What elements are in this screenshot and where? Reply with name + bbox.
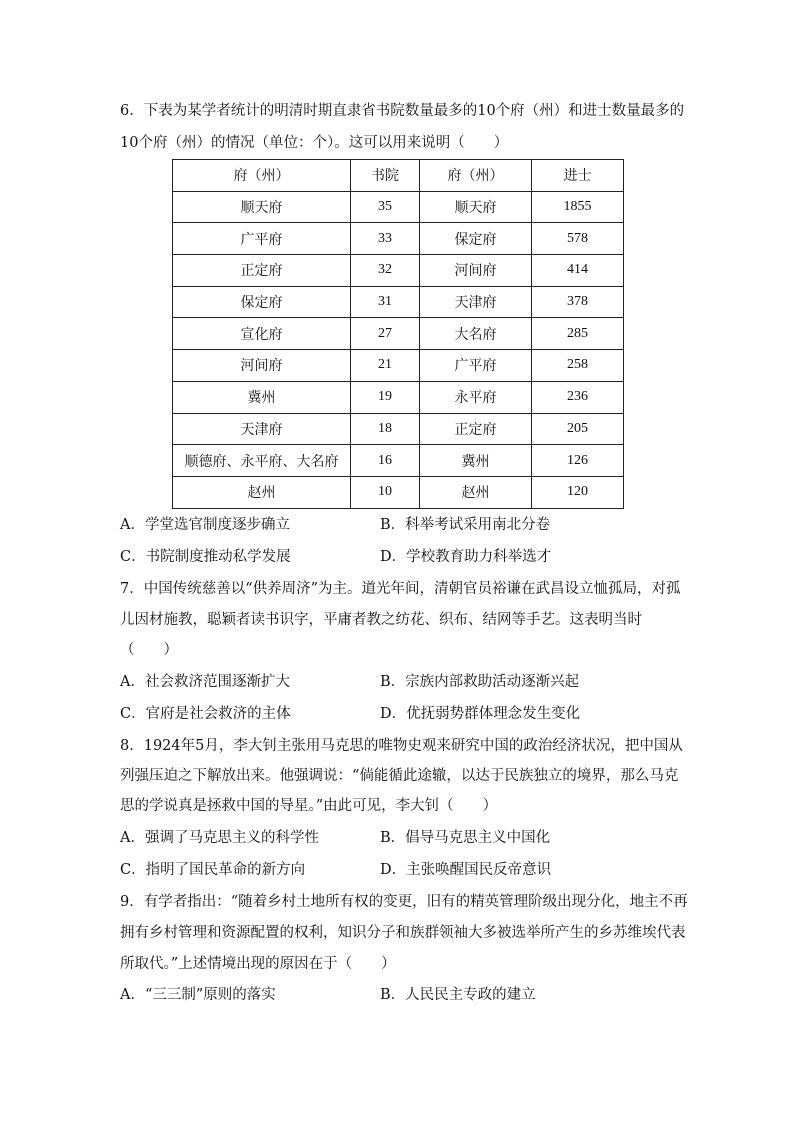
table-cell: 27 (351, 318, 420, 350)
header-prefecture-academy: 府（州） (173, 160, 351, 192)
q7-option-a[interactable]: A．社会救济范围逐渐扩大 (120, 674, 290, 690)
table-row (173, 191, 624, 223)
q8-option-b[interactable]: B．倡导马克思主义中国化 (380, 830, 551, 846)
q8-option-a[interactable]: A．强调了马克思主义的科学性 (120, 830, 319, 846)
table-row (173, 445, 624, 477)
table-cell: 285 (532, 318, 624, 350)
q9-option-b[interactable]: B．人民民主专政的建立 (380, 987, 536, 1003)
table-cell: 正定府 (173, 255, 351, 287)
q6-stem-line1: 6．下表为某学者统计的明清时期直隶省书院数量最多的10个府（州）和进士数量最多的 (120, 103, 685, 119)
table-cell: 广平府 (420, 350, 532, 382)
table-cell: 天津府 (420, 286, 532, 318)
table-row (173, 255, 624, 287)
table-cell: 宣化府 (173, 318, 351, 350)
table-cell: 顺德府、永平府、大名府 (173, 445, 351, 477)
q9-stem-line3: 所取代。”上述情境出现的原因在于（ ） (120, 956, 396, 972)
table-cell: 顺天府 (173, 191, 351, 223)
table-row (173, 413, 624, 445)
q7-option-c[interactable]: C．官府是社会救济的主体 (120, 706, 291, 722)
table-cell: 120 (532, 476, 624, 508)
table-cell: 18 (351, 413, 420, 445)
table-row (173, 318, 624, 350)
table-cell: 永平府 (420, 381, 532, 413)
table-cell: 19 (351, 381, 420, 413)
q6-option-a[interactable]: A．学堂选官制度逐步确立 (120, 517, 290, 533)
table-cell: 32 (351, 255, 420, 287)
table-cell: 河间府 (173, 350, 351, 382)
q6-option-c[interactable]: C．书院制度推动私学发展 (120, 549, 291, 565)
table-cell: 35 (351, 191, 420, 223)
table-cell: 126 (532, 445, 624, 477)
table-cell: 赵州 (173, 476, 351, 508)
table-cell: 378 (532, 286, 624, 318)
table-cell: 578 (532, 223, 624, 255)
q6-option-d[interactable]: D．学校教育助力科举选才 (380, 549, 552, 565)
q7-stem-line3: （ ） (120, 642, 178, 658)
table-cell: 大名府 (420, 318, 532, 350)
table-row (173, 223, 624, 255)
table-cell: 保定府 (420, 223, 532, 255)
table-cell: 正定府 (420, 413, 532, 445)
q9-stem-line1: 9．有学者指出：“随着乡村土地所有权的变更，旧有的精英管理阶级出现分化，地主不再 (120, 894, 688, 910)
header-academy-count: 书院 (351, 160, 420, 192)
table-cell: 赵州 (420, 476, 532, 508)
table-cell: 31 (351, 286, 420, 318)
header-jinshi-count: 进士 (532, 160, 624, 192)
q8-option-c[interactable]: C．指明了国民革命的新方向 (120, 862, 306, 878)
table-cell: 205 (532, 413, 624, 445)
table-cell: 258 (532, 350, 624, 382)
q9-option-a[interactable]: A．“三三制”原则的落实 (120, 987, 276, 1003)
table-cell: 414 (532, 255, 624, 287)
q7-stem-line2: 儿因材施教，聪颖者读书识字，平庸者教之纺花、织布、结网等手艺。这表明当时 (120, 612, 642, 628)
q8-option-d[interactable]: D．主张唤醒国民反帝意识 (380, 862, 552, 878)
q8-stem-line3: 思的学说真是拯救中国的导星。”由此可见，李大钊（ ） (120, 798, 498, 814)
q7-option-d[interactable]: D．优抚弱势群体理念发生变化 (380, 706, 581, 722)
table-header-row (173, 160, 624, 192)
table-cell: 冀州 (420, 445, 532, 477)
table-cell: 冀州 (173, 381, 351, 413)
table-cell: 保定府 (173, 286, 351, 318)
q8-stem-line2: 列强压迫之下解放出来。他强调说：“倘能循此途辙，以达于民族独立的境界，那么马克 (120, 768, 679, 784)
table-cell: 33 (351, 223, 420, 255)
table-row (173, 286, 624, 318)
q6-option-b[interactable]: B．科举考试采用南北分卷 (380, 517, 551, 533)
table-cell: 236 (532, 381, 624, 413)
table-row (173, 381, 624, 413)
q6-data-table (172, 159, 624, 509)
table-row (173, 476, 624, 508)
header-prefecture-jinshi: 府（州） (420, 160, 532, 192)
q7-option-b[interactable]: B．宗族内部救助活动逐渐兴起 (380, 674, 580, 690)
table-cell: 顺天府 (420, 191, 532, 223)
table-cell: 河间府 (420, 255, 532, 287)
q6-stem-line2: 10个府（州）的情况（单位：个）。这可以用来说明（ ） (120, 135, 509, 151)
table-cell: 天津府 (173, 413, 351, 445)
q9-stem-line2: 拥有乡村管理和资源配置的权利，知识分子和族群领袖大多被选举所产生的乡苏维埃代表 (120, 925, 686, 941)
q7-stem-line1: 7．中国传统慈善以“供养周济”为主。道光年间，清朝官员裕谦在武昌设立恤孤局，对孤 (120, 581, 681, 597)
table-cell: 广平府 (173, 223, 351, 255)
table-cell: 16 (351, 445, 420, 477)
q8-stem-line1: 8．1924年5月，李大钊主张用马克思的唯物史观来研究中国的政治经济状况，把中国从 (120, 738, 683, 754)
table-cell: 10 (351, 476, 420, 508)
table-row (173, 350, 624, 382)
table-cell: 1855 (532, 191, 624, 223)
table-cell: 21 (351, 350, 420, 382)
